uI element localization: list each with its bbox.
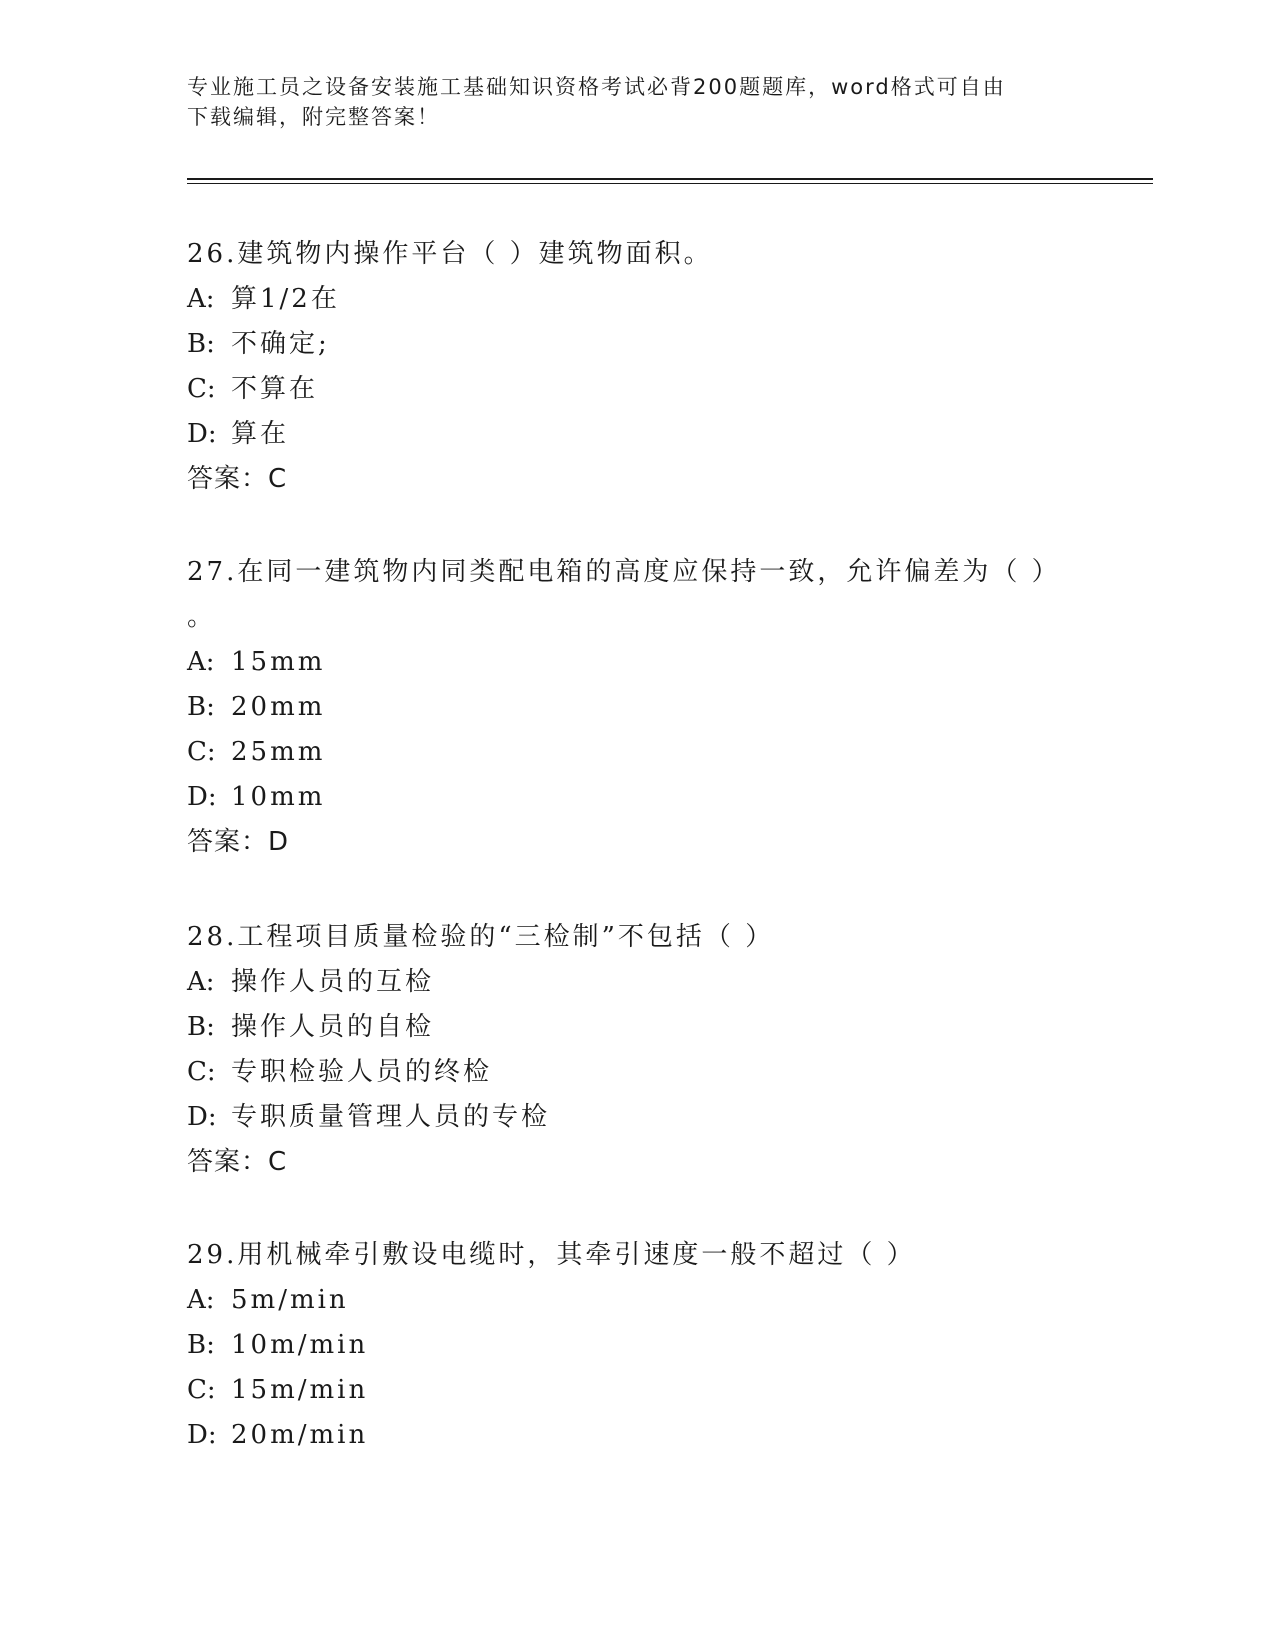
answer-key: 答案：C <box>187 1147 288 1177</box>
question-stem: 28.工程项目质量检验的“三检制”不包括（ ） <box>187 922 775 952</box>
option-text: 15mm <box>231 647 326 677</box>
option-text: 25mm <box>231 737 326 767</box>
question-28 <box>187 915 1067 1185</box>
option-letter: A: <box>187 284 215 314</box>
question-stem: 29.用机械牵引敷设电缆时，其牵引速度一般不超过（ ） <box>187 1240 916 1270</box>
option-d <box>187 1095 1067 1140</box>
option-b <box>187 322 1067 367</box>
option-letter: D: <box>187 1420 217 1450</box>
question-stem-continuation: 。 <box>187 602 214 632</box>
option-c <box>187 1368 1067 1413</box>
question-26 <box>187 232 1067 502</box>
option-text: 5m/min <box>231 1285 349 1315</box>
option-letter: C: <box>187 1375 216 1405</box>
option-d <box>187 1413 1067 1458</box>
header-divider-thin <box>187 183 1153 184</box>
option-b <box>187 1323 1067 1368</box>
option-letter: B: <box>187 692 215 722</box>
option-letter: C: <box>187 737 216 767</box>
option-text: 操作人员的自检 <box>231 1012 435 1042</box>
answer-key: 答案：D <box>187 827 290 857</box>
question-29 <box>187 1233 1067 1458</box>
option-text: 专职质量管理人员的专检 <box>231 1102 551 1132</box>
option-a <box>187 960 1067 1005</box>
header-title-line-2: 下载编辑，附完整答案！ <box>187 105 440 129</box>
option-text: 算1/2在 <box>231 284 340 314</box>
option-letter: D: <box>187 1102 217 1132</box>
answer-key: 答案：C <box>187 464 288 494</box>
header-divider-thick <box>187 178 1153 180</box>
option-text: 不算在 <box>231 374 319 404</box>
option-text: 10mm <box>231 782 326 812</box>
document-header <box>187 72 1067 132</box>
option-a <box>187 640 1067 685</box>
option-letter: B: <box>187 1012 215 1042</box>
option-text: 算在 <box>231 419 290 449</box>
option-letter: C: <box>187 374 216 404</box>
option-letter: A: <box>187 967 215 997</box>
option-text: 操作人员的互检 <box>231 967 435 997</box>
option-text: 专职检验人员的终检 <box>231 1057 493 1087</box>
option-text: 不确定; <box>231 329 330 359</box>
option-letter: C: <box>187 1057 216 1087</box>
option-c <box>187 1050 1067 1095</box>
question-stem: 26.建筑物内操作平台（ ）建筑物面积。 <box>187 239 713 269</box>
option-letter: A: <box>187 1285 215 1315</box>
option-letter: B: <box>187 1330 215 1360</box>
option-text: 20m/min <box>231 1420 369 1450</box>
question-stem: 27.在同一建筑物内同类配电箱的高度应保持一致，允许偏差为（ ） <box>187 557 1061 587</box>
option-letter: D: <box>187 419 217 449</box>
option-text: 15m/min <box>231 1375 369 1405</box>
option-letter: D: <box>187 782 217 812</box>
option-text: 20mm <box>231 692 326 722</box>
option-letter: A: <box>187 647 215 677</box>
option-a <box>187 1278 1067 1323</box>
option-a <box>187 277 1067 322</box>
option-d <box>187 412 1067 457</box>
question-27 <box>187 550 1067 865</box>
option-b <box>187 685 1067 730</box>
option-c <box>187 367 1067 412</box>
option-letter: B: <box>187 329 215 359</box>
option-text: 10m/min <box>231 1330 369 1360</box>
option-b <box>187 1005 1067 1050</box>
option-c <box>187 730 1067 775</box>
header-title-line-1: 专业施工员之设备安装施工基础知识资格考试必背200题题库，word格式可自由 <box>187 75 1006 99</box>
option-d <box>187 775 1067 820</box>
